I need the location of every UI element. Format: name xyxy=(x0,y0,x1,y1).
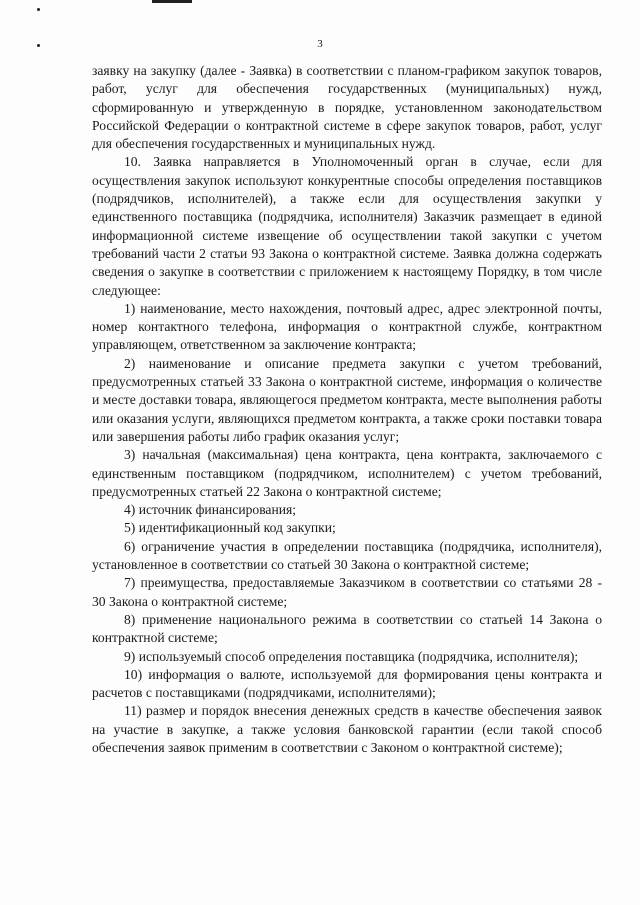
list-item-6: 6) ограничение участия в определении поставщика (подрядчика, исполнителя), установленное в соответствии со статьей 30 Закона о контрактной системе; xyxy=(92,538,602,573)
list-item-7: 7) преимущества, предоставляемые Заказчиком в соответствии со статьями 28 - 30 Закона о контрактной системе; xyxy=(92,575,602,609)
paragraph-item-10: 10. Заявка направляется в Уполномоченный орган в случае, если для осуществления закупок используют конкурентные способы определения поставщиков (подрядчиков, исполнителей), а также если для осуществления закупки у единственного поставщика (подрядчика, исполнителя) Заказчик размещает в единой информационной системе извещение об осуществлении такой закупки с учетом требований части 2 статьи 93 Закона о контрактной системе. Заявка должна содержать сведения о закупке в соответствии с приложением к настоящему Порядку, в том числе следующее: xyxy=(92,154,602,298)
scan-artifact xyxy=(152,0,192,3)
list-item-9: 9) используемый способ определения поставщика (подрядчика, исполнителя); xyxy=(124,648,579,664)
list-item-10: 10) информация о валюте, используемой для формирования цены контракта и расчетов с поставщиками (подрядчиками, исполнителями); xyxy=(92,666,602,701)
list-item-2: 2) наименование и описание предмета закупки с учетом требований, предусмотренных статьей 33 Закона о контрактной системе, информация о количестве и месте доставки товара, являющегося предметом контракта, месте выполнения работы или оказания услуги, являющихся предметом контракта, а также сроки поставки товара или завершения работы либо график оказания услуг; xyxy=(92,355,602,444)
page-number: 3 xyxy=(317,38,323,50)
list-item-4: 4) источник финансирования; xyxy=(124,502,297,518)
list-item-5: 5) идентификационный код закупки; xyxy=(124,520,336,536)
document-body xyxy=(92,62,602,757)
list-item-3: 3) начальная (максимальная) цена контракта, цена контракта, заключаемого с единственным поставщиком (подрядчиком, исполнителем) с учетом требований, предусмотренных статьей 22 Закона о контрактной системе; xyxy=(92,447,602,499)
paragraph-continuation: заявку на закупку (далее - Заявка) в соответствии с планом-графиком закупок товаров, работ, услуг для обеспечения государственных (муниципальных) нужд, сформированную и утвержденную в порядке, установленном законодательством Российской Федерации о контрактной системе в сфере закупок товаров, работ, услуг для обеспечения государственных и муниципальных нужд. xyxy=(92,63,602,152)
list-item-11: 11) размер и порядок внесения денежных средств в качестве обеспечения заявок на участие в закупке, а также условия банковской гарантии (если такой способ обеспечения заявок применим в соответствии с Законом о контрактной системе); xyxy=(92,703,602,755)
list-item-8: 8) применение национального режима в соответствии со статьей 14 Закона о контрактной системе; xyxy=(92,611,602,646)
scan-artifact xyxy=(37,8,40,11)
list-item-1: 1) наименование, место нахождения, почтовый адрес, адрес электронной почты, номер контактного телефона, информация о контрактной службе, контрактном управляющем, ответственном за заключение контракта; xyxy=(92,300,602,353)
